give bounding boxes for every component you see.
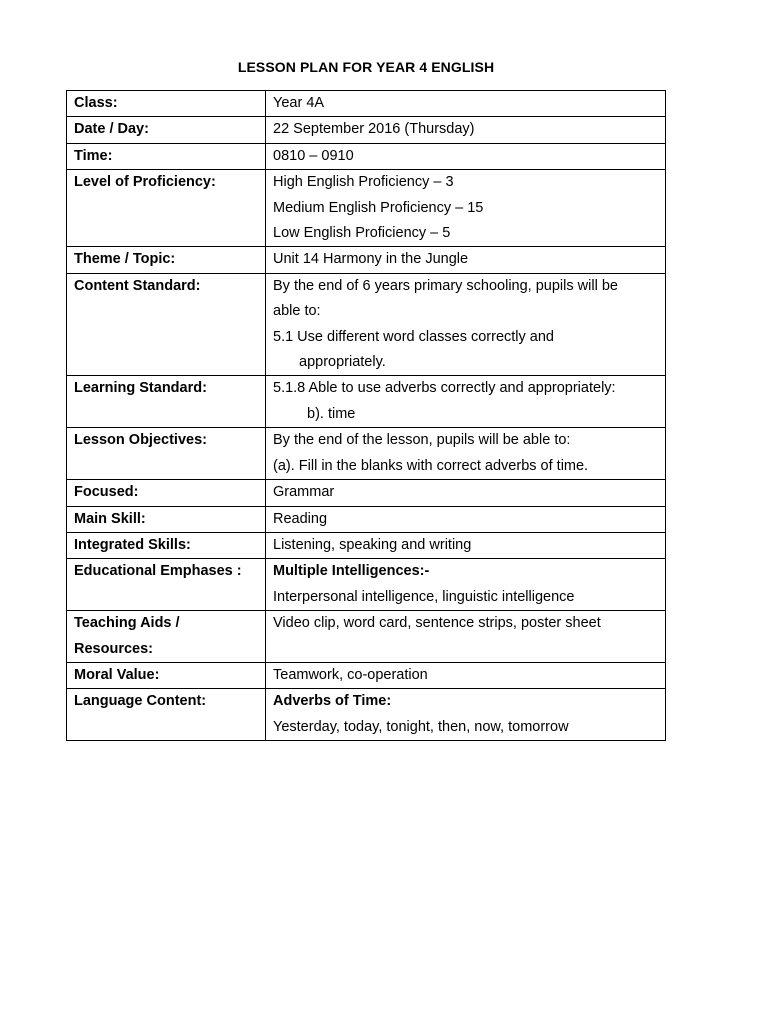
focused-value: Grammar (266, 480, 666, 506)
educational-emphases-value (266, 559, 666, 611)
learning-standard-line: b). time (307, 405, 356, 422)
language-content-label: Language Content: (67, 689, 266, 741)
proficiency-label: Level of Proficiency: (67, 170, 266, 247)
content-standard-line: appropriately. (299, 354, 386, 371)
table-row-theme (67, 247, 666, 273)
table-row-moral-value (67, 662, 666, 688)
moral-value-value: Teamwork, co-operation (266, 662, 666, 688)
learning-standard-value (266, 376, 666, 428)
time-label: Time: (67, 143, 266, 169)
table-row-proficiency (67, 170, 666, 247)
table-row-language-content (67, 689, 666, 741)
teaching-aids-label: Teaching Aids / Resources: (67, 611, 266, 663)
language-content-line: Yesterday, today, tonight, then, now, tomorrow (273, 718, 569, 735)
table-row-time (67, 143, 666, 169)
integrated-skills-value: Listening, speaking and writing (266, 532, 666, 558)
educational-emphases-line: Interpersonal intelligence, linguistic intelligence (273, 588, 575, 605)
proficiency-high: High English Proficiency – 3 (273, 174, 454, 191)
table-row-educational-emphases (67, 559, 666, 611)
proficiency-medium: Medium English Proficiency – 15 (273, 199, 484, 216)
language-content-heading: Adverbs of Time: (273, 693, 392, 710)
lesson-objectives-line: (a). Fill in the blanks with correct adverbs of time. (273, 457, 589, 474)
table-row-focused (67, 480, 666, 506)
proficiency-low: Low English Proficiency – 5 (273, 225, 451, 242)
learning-standard-label: Learning Standard: (67, 376, 266, 428)
content-standard-label: Content Standard: (67, 273, 266, 376)
lesson-objectives-label: Lesson Objectives: (67, 428, 266, 480)
time-value: 0810 – 0910 (266, 143, 666, 169)
table-row-teaching-aids (67, 611, 666, 663)
teaching-aids-value: Video clip, word card, sentence strips, poster sheet (266, 611, 666, 663)
table-row-content-standard (67, 273, 666, 376)
main-skill-value: Reading (266, 506, 666, 532)
theme-label: Theme / Topic: (67, 247, 266, 273)
educational-emphases-label: Educational Emphases : (67, 559, 266, 611)
table-row-learning-standard (67, 376, 666, 428)
table-row-class (67, 91, 666, 117)
date-label: Date / Day: (67, 117, 266, 143)
integrated-skills-label: Integrated Skills: (67, 532, 266, 558)
main-skill-label: Main Skill: (67, 506, 266, 532)
lesson-plan-table (66, 90, 666, 741)
document-title: LESSON PLAN FOR YEAR 4 ENGLISH (237, 59, 495, 75)
table-row-date (67, 117, 666, 143)
content-standard-line: able to: (273, 303, 321, 320)
table-row-main-skill (67, 506, 666, 532)
proficiency-value (266, 170, 666, 247)
learning-standard-line: 5.1.8 Able to use adverbs correctly and appropriately: (273, 380, 616, 397)
lesson-objectives-value (266, 428, 666, 480)
moral-value-label: Moral Value: (67, 662, 266, 688)
content-standard-value (266, 273, 666, 376)
lesson-objectives-line: By the end of the lesson, pupils will be able to: (273, 432, 571, 449)
table-row-lesson-objectives (67, 428, 666, 480)
content-standard-line: By the end of 6 years primary schooling, pupils will be (273, 277, 618, 294)
content-standard-line: 5.1 Use different word classes correctly and (273, 328, 555, 345)
theme-value: Unit 14 Harmony in the Jungle (266, 247, 666, 273)
educational-emphases-heading: Multiple Intelligences:- (273, 563, 430, 580)
class-label: Class: (67, 91, 266, 117)
focused-label: Focused: (67, 480, 266, 506)
language-content-value (266, 689, 666, 741)
class-value: Year 4A (266, 91, 666, 117)
table-row-integrated-skills (67, 532, 666, 558)
date-value: 22 September 2016 (Thursday) (266, 117, 666, 143)
